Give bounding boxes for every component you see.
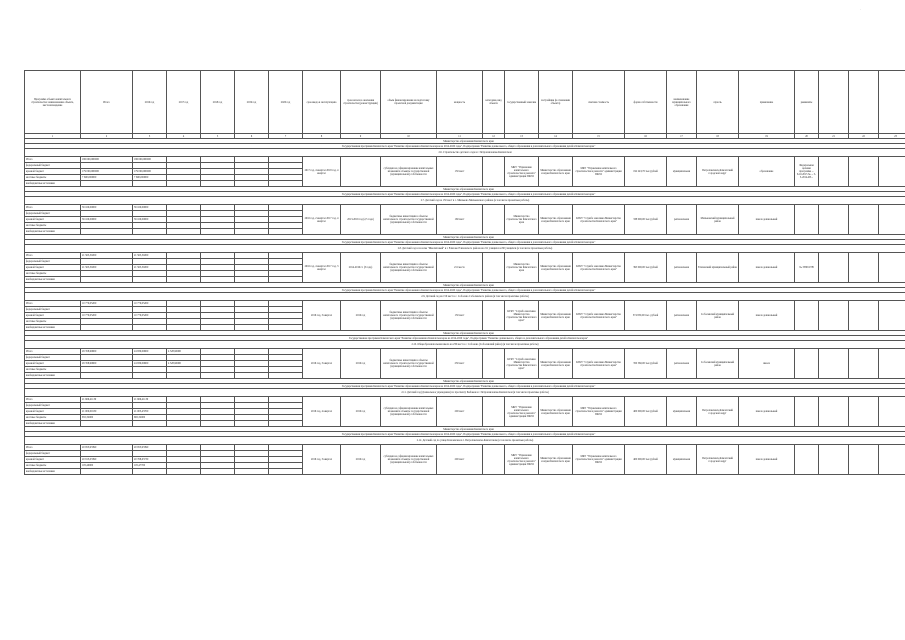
funding-source: местные бюджеты <box>25 175 81 181</box>
branch-cell: школа дошкольный <box>739 301 795 331</box>
value-2016: 24 830,00600 <box>133 349 167 355</box>
category-cell <box>483 445 505 475</box>
value-2016: 20 953,93390 <box>133 445 167 451</box>
extra-cell <box>849 253 879 283</box>
value-2016: 105,47700 <box>133 463 167 469</box>
total-value: 39 160,00000 <box>81 205 133 211</box>
col-2016: 2016 год <box>133 71 167 134</box>
col-2020: 2020 год <box>269 71 303 134</box>
col-number: 15 <box>573 134 625 139</box>
total-value: 21 000,00130 <box>81 409 133 415</box>
col-cost: сметная стоимость <box>573 71 625 134</box>
branch-cell: школа дошкольный <box>739 253 795 283</box>
cost-cell: 395 000,00 тыс.рублей <box>625 253 667 283</box>
funding-source: Итого <box>25 349 81 355</box>
total-value: 20 953,93390 <box>81 445 133 451</box>
cost-cell: 374 850,00 тыс. рублей <box>625 301 667 331</box>
doc-cell: бюджетные инвестиции в объекты капитального строительства государственной (муниципальной) собственности <box>381 349 437 379</box>
note-cell <box>795 301 819 331</box>
item-title: 2.11. Детский сад (Дошкольное учреждение) по проспекту Рыбаков в г. Петропавловске-Камчатском (в том числе проектные работы) <box>25 389 905 397</box>
funding-source: Итого <box>25 157 81 163</box>
total-value: 21 565,30200 <box>81 253 133 259</box>
extra-cell <box>819 397 849 427</box>
value-2016: 24 830,00600 <box>133 361 167 367</box>
value-2018 <box>201 469 235 475</box>
value-2020 <box>269 469 303 475</box>
item-title: 2.7. Детский сад на 150 мест в с. Мильково Мильковского района (в том числе проектные работы) <box>25 197 905 205</box>
col-extra: реквизиты <box>795 71 819 134</box>
section-title: Министерство образования Камчатского края <box>25 331 905 336</box>
branch-cell: школа <box>739 349 795 379</box>
category-cell <box>483 205 505 235</box>
capacity-cell: 211 место <box>437 253 483 283</box>
col-number: 9 <box>341 134 381 139</box>
item-title: 2.10. Общеобразовательная школа на 230 мест в с. Соболево (Соболевский район) (в том числе проектные работы) <box>25 341 905 349</box>
term-cell: 2016 год, 4 квартал 2017 год, 3 квартал <box>303 253 341 283</box>
branch-cell: образование <box>739 157 795 187</box>
funding-source: внебюджетные источники <box>25 469 81 475</box>
item-row <box>25 293 905 301</box>
col-number: 10 <box>381 134 437 139</box>
funding-source: Итого <box>25 445 81 451</box>
value-2019 <box>235 469 269 475</box>
extra-cell <box>819 253 849 283</box>
ministry-cell: Министерство образования и науки Камчатского края <box>539 445 573 475</box>
ownership-cell: муниципальная <box>667 397 697 427</box>
total-value: 10 770,05200 <box>81 301 133 307</box>
funding-source: федеральный бюджет <box>25 451 81 457</box>
ministry-cell: Министерство образования и науки Камчатского края <box>539 301 573 331</box>
item-row <box>25 389 905 397</box>
funding-source: краевой бюджет <box>25 361 81 367</box>
col-builder: застройщик (в отношении объекта) <box>539 71 573 134</box>
extra-cell <box>849 205 879 235</box>
col-number: 1 <box>25 134 81 139</box>
col-number: 23 <box>879 134 905 139</box>
customer-cell: КГКУ "Служба заказчика Министерства строительства Камчатского края" <box>505 301 539 331</box>
col-total: Итого <box>81 71 133 134</box>
total-value: 21 669,41130 <box>81 397 133 403</box>
col-number: 18 <box>697 134 739 139</box>
item-title: 2.6. Строительство детского сада в г. Петропавловске-Камчатском <box>25 149 905 157</box>
total-value: 39 160,00000 <box>81 217 133 223</box>
category-cell <box>483 349 505 379</box>
capacity-cell: 200 мест <box>437 397 483 427</box>
period-cell: 2016 год <box>341 445 381 475</box>
funding-source: краевой бюджет <box>25 169 81 175</box>
customer-cell: Министерство строительства Камчатского края <box>505 205 539 235</box>
item-row <box>25 245 905 253</box>
value-2016: 665,32000 <box>133 415 167 421</box>
term-cell: 2017 год, 4 квартал 2018 год, 4 квартал <box>303 157 341 187</box>
col-term: срок ввода в эксплуатацию <box>303 71 341 134</box>
funding-source: краевой бюджет <box>25 313 81 319</box>
ownership-cell: региональная <box>667 301 697 331</box>
col-number: 22 <box>849 134 879 139</box>
extra-cell <box>819 301 849 331</box>
section-title: Министерство образования Камчатского края <box>25 139 905 144</box>
ministry-cell: Министерство образования и науки Камчатского края <box>539 397 573 427</box>
col-number: 8 <box>303 134 341 139</box>
item-row <box>25 197 905 205</box>
col-period: срок начала и окончания строительства (реконструкции) <box>341 71 381 134</box>
funding-source: внебюджетные источники <box>25 181 81 187</box>
funding-source: федеральный бюджет <box>25 307 81 313</box>
extra-cell <box>819 205 849 235</box>
customer-cell: МКУ "Управление капитального строительства и ремонта" администрации ПКГО <box>505 157 539 187</box>
extra-cell <box>879 157 905 187</box>
funding-source: местные бюджеты <box>25 415 81 421</box>
value-2016: 20 768,63730 <box>133 457 167 463</box>
customer-cell: МКУ "Управление капитального строительства и ремонта" администрации ПКГО <box>505 397 539 427</box>
ownership-cell: муниципальная <box>667 157 697 187</box>
table-body <box>25 139 905 475</box>
funding-source: Итого <box>25 397 81 403</box>
funding-source: внебюджетные источники <box>25 277 81 283</box>
program-title: Государственная программа Камчатского края "Развитие образования в Камчатском крае на 2014-2020 годы", Подпрограмма "Развитие дошкольного, общего образования и дополнительного образования детей в Камчатском крае" <box>25 192 905 197</box>
col-number: 16 <box>625 134 667 139</box>
funding-source: федеральный бюджет <box>25 163 81 169</box>
doc-cell: субсидия на софинансирование капитальных вложений в объекты государственной (муниципальной) собственности <box>381 397 437 427</box>
value-2016: 186 600,000000 <box>133 157 167 163</box>
value-2016: 39 160,00000 <box>133 217 167 223</box>
investment-table <box>24 70 905 475</box>
funding-source: краевой бюджет <box>25 457 81 463</box>
extra-cell <box>879 301 905 331</box>
col-category: категория, вид объекта <box>483 71 505 134</box>
branch-cell: школа дошкольный <box>739 445 795 475</box>
ministry-cell: Министерство образования и науки Камчатского края <box>539 349 573 379</box>
cost-cell: 400 000,00 тыс.рублей <box>625 397 667 427</box>
col-number: 11 <box>437 134 483 139</box>
extra-cell <box>849 349 879 379</box>
value-2016: 10 770,05200 <box>133 313 167 319</box>
capacity-cell: 160 мест <box>437 205 483 235</box>
note-cell: Федеральная целевая программа ... 6.10.2015 № ... 5-5-2014-РЛ... <box>795 157 819 187</box>
section-title: Министерство образования Камчатского края <box>25 379 905 384</box>
term-cell: 2016 год, 3 квартал <box>303 301 341 331</box>
funding-source: федеральный бюджет <box>25 355 81 361</box>
funding-source: краевой бюджет <box>25 409 81 415</box>
ownership-cell: региональная <box>667 205 697 235</box>
col-number: 4 <box>167 134 201 139</box>
builder-cell: МКУ "Управление капитального строительства и ремонта" администрации ПКГО <box>573 445 625 475</box>
extra-cell <box>819 157 849 187</box>
category-cell <box>483 253 505 283</box>
funding-source: Итого <box>25 205 81 211</box>
col-note: примечание <box>739 71 795 134</box>
col-municipality: наименование муниципального образования <box>667 71 697 134</box>
period-cell: 2016 год <box>341 397 381 427</box>
funding-source: внебюджетные источники <box>25 325 81 331</box>
col-number: 21 <box>819 134 849 139</box>
extra-cell <box>879 445 905 475</box>
extra-cell <box>849 301 879 331</box>
extra-cell <box>849 397 879 427</box>
term-cell: 2016 год, 2 квартал 2017 год, 4 квартал <box>303 205 341 235</box>
customer-cell: Министерство строительства Камчатского края <box>505 253 539 283</box>
col-branch: отрасль <box>697 71 739 134</box>
total-value: 10 770,05200 <box>81 313 133 319</box>
col-number: 17 <box>667 134 697 139</box>
value-2017: 4 528,90000 <box>167 349 201 355</box>
municipality-cell: Петропавловск-Камчатский городской округ <box>697 445 739 475</box>
note-cell <box>795 397 819 427</box>
col-number: 3 <box>133 134 167 139</box>
funding-source: федеральный бюджет <box>25 259 81 265</box>
extra-cell <box>849 157 879 187</box>
value-2016: 7 600,000000 <box>133 175 167 181</box>
capacity-cell: 200 мест <box>437 445 483 475</box>
extra-cell <box>879 397 905 427</box>
cost-cell: 192 243,70 тыс.рублей <box>625 157 667 187</box>
col-number: 5 <box>201 134 235 139</box>
doc-cell: субсидия на софинансирование капитальных вложений в объекты государственной (муниципальной) собственности <box>381 157 437 187</box>
ownership-cell: региональная <box>667 349 697 379</box>
funding-source: Итого <box>25 301 81 307</box>
term-cell: 2016 год, 4 квартал <box>303 397 341 427</box>
item-title: 2.9. Детский сад на 150 мест в с. Соболево Соболевского района (в том числе проектные работы) <box>25 293 905 301</box>
item-row <box>25 341 905 349</box>
funding-source: внебюджетные источники <box>25 229 81 235</box>
funding-source: местные бюджеты <box>25 271 81 277</box>
term-cell: 2016 год, 3 квартал <box>303 445 341 475</box>
branch-cell: школа дошкольный <box>739 205 795 235</box>
col-2018: 2018 год <box>201 71 235 134</box>
funding-source: местные бюджеты <box>25 367 81 373</box>
customer-cell: МКУ "Управление капитального строительства и ремонта" администрации ПКГО <box>505 445 539 475</box>
value-2016 <box>133 469 167 475</box>
extra-cell <box>819 445 849 475</box>
section-title: Министерство образования Камчатского края <box>25 235 905 240</box>
extra-cell <box>879 205 905 235</box>
doc-cell: бюджетные инвестиции в объекты капитального строительства государственной (муниципальной) собственности <box>381 205 437 235</box>
period-cell: 2016 год <box>341 301 381 331</box>
program-title: Государственная программа Камчатского края "Развитие образования в Камчатском крае на 2014-2020 годы", Подпрограмма "Развитие дошкольного, общего образования и дополнительного образования детей в Камчатском крае" <box>25 288 905 293</box>
total-value: 7 600,000000 <box>81 175 133 181</box>
col-number: 7 <box>269 134 303 139</box>
program-title: Государственная программа Камчатского края "Развитие образования в Камчатском крае на 2014-2020 годы", Подпрограмма "Развитие дошкольного, общего образования и дополнительного образования детей в Камчатском крае" <box>25 144 905 149</box>
extra-cell <box>849 445 879 475</box>
ministry-cell: Министерство образования и науки Камчатского края <box>539 253 573 283</box>
funding-source: федеральный бюджет <box>25 211 81 217</box>
value-2016: 39 160,00000 <box>133 205 167 211</box>
builder-cell: КГКУ "Служба заказчика Министерства строительства Камчатского края" <box>573 253 625 283</box>
category-cell <box>483 301 505 331</box>
col-extra-4 <box>879 71 905 134</box>
municipality-cell: Соболевский муниципальный район <box>697 349 739 379</box>
municipality-cell: Елизовский муниципальный район <box>697 253 739 283</box>
total-value: 20 813,03390 <box>81 457 133 463</box>
capacity-cell: 150 мест <box>437 157 483 187</box>
item-row <box>25 149 905 157</box>
note-cell <box>795 205 819 235</box>
total-value: 21 565,30200 <box>81 265 133 271</box>
funding-source: Итого <box>25 253 81 259</box>
ownership-cell: региональная <box>667 253 697 283</box>
extra-cell <box>819 349 849 379</box>
extra-cell <box>879 253 905 283</box>
builder-cell: КГКУ "Служба заказчика Министерства строительства Камчатского края" <box>573 205 625 235</box>
funding-source: краевой бюджет <box>25 265 81 271</box>
col-number: 2 <box>81 134 133 139</box>
cost-cell: 338 000,00 тыс.рублей <box>625 205 667 235</box>
col-number: 19 <box>739 134 795 139</box>
program-title: Государственная программа Камчатского края "Развитие образования в Камчатском крае на 2014-2020 годы", Подпрограмма "Развитие дошкольного, общего образования и дополнительного образования детей в Камчатском крае" <box>25 432 905 437</box>
customer-cell: КГКУ "Служба заказчика Министерства строительства Камчатского края" <box>505 349 539 379</box>
funding-source: местные бюджеты <box>25 319 81 325</box>
value-2017: 4 528,90000 <box>167 361 201 367</box>
program-title: Государственная программа Камчатского края "Развитие образования в Камчатском крае на 2014-2020 годы", Подпрограмма "Развитие дошкольного, общего и дополнительного образования детей в Камчатском крае" <box>25 336 905 341</box>
value-2016: 21 003,43700 <box>133 409 167 415</box>
col-number: 6 <box>235 134 269 139</box>
ministry-cell: Министерство образования и науки Камчатского края <box>539 157 573 187</box>
total-value: 105,40000 <box>81 463 133 469</box>
col-number: 20 <box>795 134 819 139</box>
item-title: 2.8. Детский сад в поселке "Шеелитовый" в г. Елизово Елизовского района на 211 учащихся и 80 учащихся (в том числе проектные работы) <box>25 245 905 253</box>
total-value: 29 358,90600 <box>81 349 133 355</box>
col-2019: 2019 год <box>235 71 269 134</box>
note-cell <box>795 445 819 475</box>
value-2016: 21 565,30200 <box>133 265 167 271</box>
doc-cell: бюджетные инвестиции в объекты капитального строительства государственной (муниципальной) собственности <box>381 301 437 331</box>
item-row <box>25 437 905 445</box>
note-cell <box>795 349 819 379</box>
value-2016: 21 669,41130 <box>133 397 167 403</box>
funding-source: местные бюджеты <box>25 463 81 469</box>
value-2016: 21 565,30200 <box>133 253 167 259</box>
municipality-cell: Петропавловск-Камчатский городской округ <box>697 397 739 427</box>
section-title: Министерство образования Камчатского края <box>25 283 905 288</box>
period-cell: 2016 год <box>341 349 381 379</box>
ownership-cell: муниципальная <box>667 445 697 475</box>
col-program: Программа объекта капитального строительства: наименование объекта, местонахождение <box>25 71 81 134</box>
value-2017 <box>167 469 201 475</box>
col-extra-2 <box>819 71 849 134</box>
capacity-cell: 150 мест <box>437 301 483 331</box>
corner-mark: ' <box>860 8 861 12</box>
doc-cell: субсидия на софинансирование капитальных вложений в объекты государственной (муниципальной) собственности <box>381 445 437 475</box>
total-value: 179 000,000000 <box>81 169 133 175</box>
col-2017: 2017 год <box>167 71 201 134</box>
term-cell: 2016 год, 3 квартал <box>303 349 341 379</box>
col-extra-3 <box>849 71 879 134</box>
cost-cell: 350 560,00 тыс.рублей <box>625 349 667 379</box>
col-ownership: форма собственности <box>625 71 667 134</box>
builder-cell: МКУ "Управление капитального строительства и ремонта" администрации ПКГО <box>573 397 625 427</box>
col-customer: государственный заказчик <box>505 71 539 134</box>
total-value: 655,32000 <box>81 415 133 421</box>
municipality-cell: Мильковский муниципальный район <box>697 205 739 235</box>
section-title: Министерство образования Камчатского края <box>25 187 905 192</box>
capacity-cell: 230 мест <box>437 349 483 379</box>
funding-source: внебюджетные источники <box>25 373 81 379</box>
item-title: 2.12. Детский сад по улице Ключевская в г. Петропавловске-Камчатском (в том числе проектные работы) <box>25 437 905 445</box>
doc-cell: бюджетные инвестиции в объекты капитального строительства государственной (муниципальной) собственности <box>381 253 437 283</box>
municipality-cell: Соболевский муниципальный район <box>697 301 739 331</box>
program-title: Государственная программа Камчатского края "Развитие образования в Камчатском крае на 2014-2020 годы", Подпрограмма "Развитие дошкольного, общего образования и дополнительного образования детей в Камчатском крае" <box>25 240 905 245</box>
table-header-row <box>25 71 905 134</box>
program-title: Государственная программа Камчатского края "Развитие образования в Камчатском крае на 2014-2020 годы", Подпрограмма "Развитие дошкольного, общего образования и дополнительного образования детей в Камчатском крае" <box>25 384 905 389</box>
document-sheet <box>24 70 897 475</box>
funding-source: местные бюджеты <box>25 223 81 229</box>
value-2016: 179 000,000000 <box>133 169 167 175</box>
extra-cell <box>879 349 905 379</box>
col-doc-funding: объем финансирования на подготовку проектной документации <box>381 71 437 134</box>
municipality-cell: Петропавловск-Камчатский городской округ <box>697 157 739 187</box>
value-2016: 10 770,05200 <box>133 301 167 307</box>
section-title: Министерство образования Камчатского края <box>25 427 905 432</box>
category-cell <box>483 397 505 427</box>
funding-source: федеральный бюджет <box>25 403 81 409</box>
period-cell <box>341 157 381 187</box>
builder-cell: КГКУ "Служба заказчика Министерства строительства Камчатского края" <box>573 301 625 331</box>
funding-source: краевой бюджет <box>25 217 81 223</box>
col-number: 13 <box>505 134 539 139</box>
builder-cell: КГКУ "Служба заказчика Министерства строительства Камчатского края" <box>573 349 625 379</box>
note-cell: № 3588 ОТВ <box>795 253 819 283</box>
col-number: 12 <box>483 134 505 139</box>
total-value <box>81 469 133 475</box>
period-cell: 2014-2016 гг. (3 года) <box>341 253 381 283</box>
category-cell <box>483 157 505 187</box>
col-capacity: мощность <box>437 71 483 134</box>
builder-cell: МКУ "Управление капитального строительства и ремонта" администрации ПКГО <box>573 157 625 187</box>
cost-cell: 400 000,00 тыс.рублей <box>625 445 667 475</box>
col-number: 14 <box>539 134 573 139</box>
total-value: 29 358,90600 <box>81 361 133 367</box>
period-cell: 2013-2016 год (2,5 года) <box>341 205 381 235</box>
total-value: 186 600,000000 <box>81 157 133 163</box>
branch-cell: школа дошкольный <box>739 397 795 427</box>
funding-source: внебюджетные источники <box>25 421 81 427</box>
ministry-cell: Министерство образования и науки Камчатского края <box>539 205 573 235</box>
